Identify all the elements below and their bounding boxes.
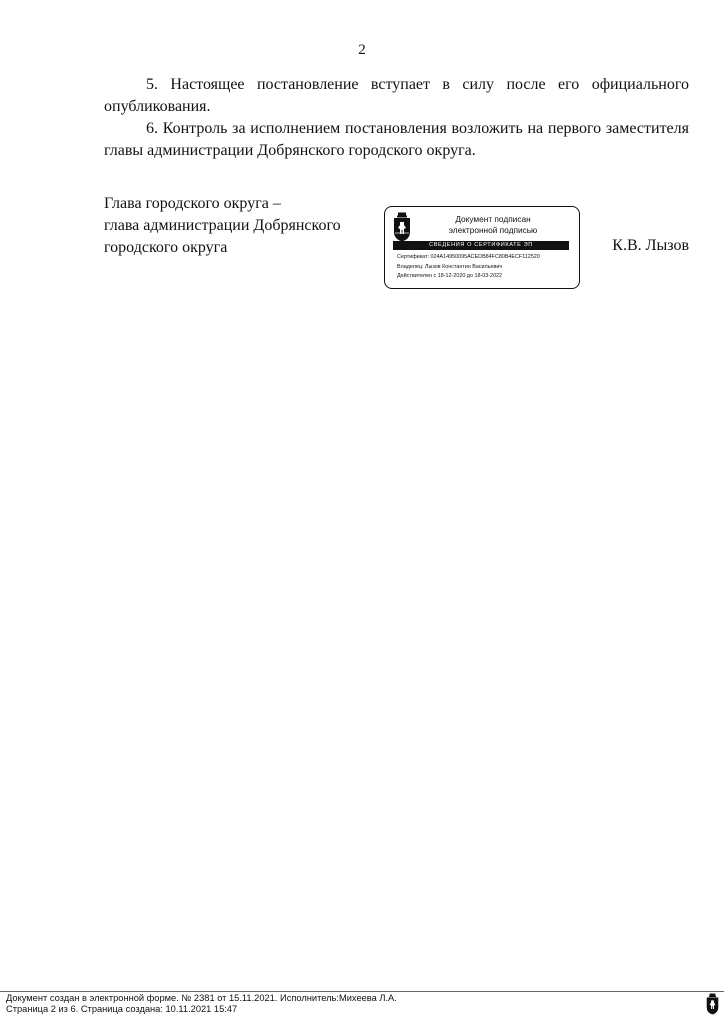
signer-title-line: глава администрации Добрянского [104,217,341,234]
footer-line: Страница 2 из 6. Страница создана: 10.11.2021 15:47 [6,1003,238,1014]
stamp-heading-line: электронной подписью [448,224,538,235]
paragraph-5: 5. Настоящее постановление вступает в силу после его официального опубликования. [104,76,689,115]
stamp-heading-line: Документ подписан [455,214,531,224]
signer-title-line: Глава городского округа – [104,195,281,212]
footer [6,993,397,1014]
signer-name: К.В. Лызов [612,237,689,254]
stamp-validity: Действителен с 18-12-2020 до 18-03-2022 [397,273,503,279]
paragraph-6: 6. Контроль за исполнением постановления возложить на первого заместителя главы администрации Добрянского городского округа. [104,120,689,159]
signer-title-line: городского округа [104,239,228,256]
stamp-details [397,253,540,282]
electronic-signature-stamp [384,206,580,289]
coat-of-arms-icon [393,212,411,242]
footer-divider [0,991,724,992]
coat-of-arms-icon [706,993,719,1015]
document-body [104,74,689,162]
stamp-heading [415,214,571,235]
stamp-certificate: Сертификат: 024A14950095ACEDB84FC80B4ECF112520 [397,254,540,260]
stamp-certificate-bar: СВЕДЕНИЯ О СЕРТИФИКАТЕ ЭП [393,241,569,250]
page-number: 2 [358,42,366,58]
signer-title [104,193,374,259]
footer-line: Документ создан в электронной форме. № 2381 от 15.11.2021. Исполнитель:Михеева Л.А. [6,993,397,1003]
stamp-owner: Владелец: Лызов Константин Васильевич [397,263,503,270]
